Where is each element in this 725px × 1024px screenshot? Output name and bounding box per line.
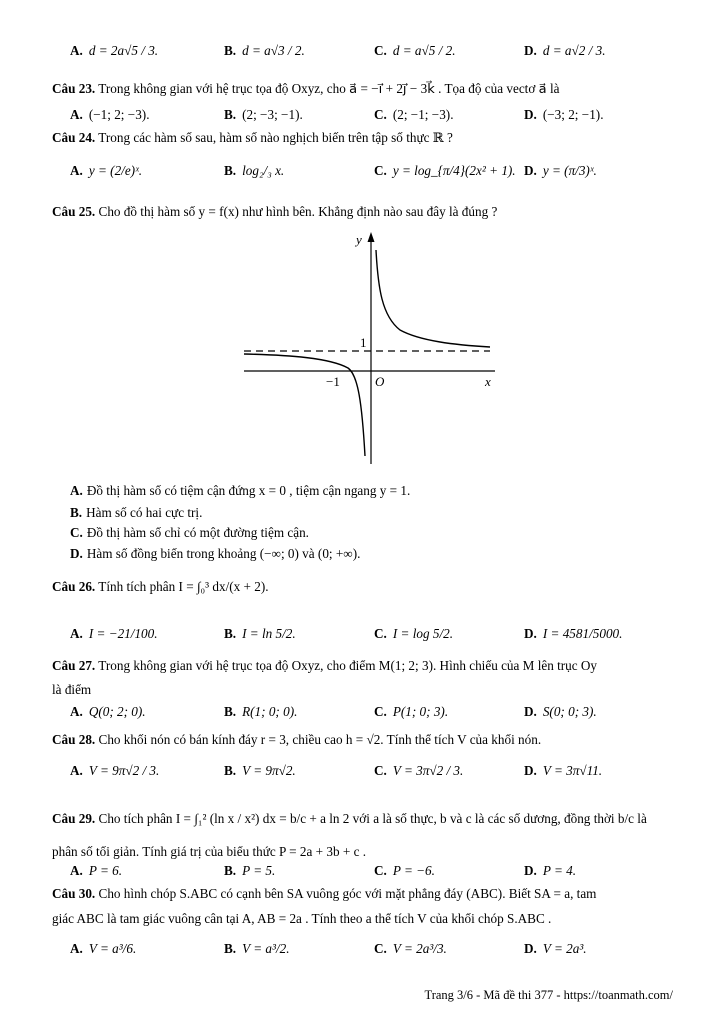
q27-label: Câu 27. [52, 658, 96, 673]
q28-option-d: D. V = 3π√11. [524, 763, 603, 778]
y-axis-label: y [356, 232, 362, 247]
q25-stem [52, 203, 685, 221]
q22-option-d: D. d = a√2 / 3. [524, 43, 606, 58]
q28-text: Cho khối nón có bán kính đáy r = 3, chiều cao h = √2. Tính thể tích V của khối nón. [98, 732, 542, 747]
q23-option-c: C. (2; −1; −3). [374, 107, 454, 122]
q28-stem [52, 731, 685, 749]
q30-option-b: B. V = a³/2. [224, 941, 290, 956]
q27-text-2: là điểm [52, 682, 92, 697]
q27-option-b: B. R(1; 0; 0). [224, 704, 298, 719]
q27-stem-cont [52, 681, 685, 699]
x-axis-label: x [485, 374, 491, 389]
q27-option-c: C. P(1; 0; 3). [374, 704, 449, 719]
q29-stem [52, 810, 685, 828]
q25-option-a: A. Đồ thị hàm số có tiệm cận đứng x = 0 , tiệm cận ngang y = 1. [70, 483, 411, 498]
q26-label: Câu 26. [52, 579, 96, 594]
q24-option-b: B. log₂/₃ x. [224, 163, 285, 178]
q22-option-a: A. d = 2a√5 / 3. [70, 43, 159, 58]
tick-label-one: 1 [360, 335, 367, 350]
q23-option-a: A. (−1; 2; −3). [70, 107, 150, 122]
q22-option-c: C. d = a√5 / 2. [374, 43, 456, 58]
q29-option-c: C. P = −6. [374, 863, 435, 878]
q23-option-b: B. (2; −3; −1). [224, 107, 303, 122]
q24-text: Trong các hàm số sau, hàm số nào nghịch biến trên tập số thực ℝ ? [98, 130, 453, 145]
q25-option-c: C. Đồ thị hàm số chỉ có một đường tiệm cận. [70, 525, 309, 540]
q24-option-c: C. y = log_{π/4}(2x² + 1). [374, 163, 516, 178]
q25-option-d: D. Hàm số đồng biến trong khoảng (−∞; 0) và (0; +∞). [70, 546, 361, 561]
q30-label: Câu 30. [52, 886, 96, 901]
q29-text-2: phân số tối giản. Tính giá trị của biểu thức P = 2a + 3b + c . [52, 844, 367, 859]
q24-label: Câu 24. [52, 130, 96, 145]
tick-label-minus-one: −1 [326, 374, 340, 389]
q30-stem-cont [52, 910, 685, 928]
q27-option-d: D. S(0; 0; 3). [524, 704, 597, 719]
q24-option-d: D. y = (π/3)ˣ. [524, 163, 597, 178]
q29-option-d: D. P = 4. [524, 863, 577, 878]
q28-options [52, 762, 685, 784]
q26-stem [52, 578, 685, 596]
origin-label: O [375, 374, 385, 389]
q29-label: Câu 29. [52, 811, 96, 826]
q22-option-b: B. d = a√3 / 2. [224, 43, 305, 58]
q30-option-c: C. V = 2a³/3. [374, 941, 447, 956]
y-axis-arrow [368, 232, 375, 242]
q23-text: Trong không gian với hệ trục tọa độ Oxyz, cho a⃗ = −i⃗ + 2j⃗ − 3k⃗ . Tọa độ của vectơ a⃗ là [98, 81, 560, 96]
q30-option-d: D. V = 2a³. [524, 941, 587, 956]
q29-option-a: A. P = 6. [70, 863, 123, 878]
curve-left-branch [244, 354, 365, 456]
curve-right-branch [376, 250, 490, 347]
q26-options [52, 625, 685, 647]
q30-option-a: A. V = a³/6. [70, 941, 137, 956]
q27-option-a: A. Q(0; 2; 0). [70, 704, 146, 719]
q27-text: Trong không gian với hệ trục tọa độ Oxyz, cho điểm M(1; 2; 3). Hình chiếu của M lên trục Oy [98, 658, 598, 673]
q29-stem-cont [52, 843, 685, 861]
q23-option-d: D. (−3; 2; −1). [524, 107, 604, 122]
q24-options [52, 162, 685, 184]
q28-option-b: B. V = 9π√2. [224, 763, 296, 778]
q25-function-graph [240, 228, 500, 472]
q28-label: Câu 28. [52, 732, 96, 747]
q27-stem [52, 657, 685, 675]
page-footer: Trang 3/6 - Mã đề thi 377 - https://toanmath.com/ [424, 988, 673, 1002]
q25-option-b: B. Hàm số có hai cực trị. [70, 505, 203, 520]
q29-option-b: B. P = 5. [224, 863, 276, 878]
q27-options [52, 703, 685, 723]
q25-text: Cho đồ thị hàm số y = f(x) như hình bên. Khẳng định nào sau đây là đúng ? [98, 204, 498, 219]
q26-option-b: B. I = ln 5/2. [224, 626, 296, 641]
q30-stem [52, 885, 685, 903]
q29-options [52, 862, 685, 882]
q26-option-c: C. I = log 5/2. [374, 626, 454, 641]
q28-option-c: C. V = 3π√2 / 3. [374, 763, 464, 778]
q24-stem [52, 129, 685, 147]
q23-label: Câu 23. [52, 81, 96, 96]
q28-option-a: A. V = 9π√2 / 3. [70, 763, 160, 778]
q23-options [52, 106, 685, 126]
q23-stem [52, 80, 685, 98]
q24-option-a: A. y = (2/e)ˣ. [70, 163, 143, 178]
q25-label: Câu 25. [52, 204, 96, 219]
q26-text: Tính tích phân I = ∫₀³ dx/(x + 2). [98, 579, 269, 594]
q26-option-a: A. I = −21/100. [70, 626, 158, 641]
q30-text: Cho hình chóp S.ABC có cạnh bên SA vuông góc với mặt phẳng đáy (ABC). Biết SA = a, tam [98, 886, 597, 901]
q30-options [52, 940, 685, 962]
q22-options [52, 42, 685, 62]
q30-text-2: giác ABC là tam giác vuông cân tại A, AB = 2a . Tính theo a thể tích V của khối chóp S.ABC . [52, 911, 552, 926]
q26-option-d: D. I = 4581/5000. [524, 626, 623, 641]
q29-text: Cho tích phân I = ∫₁² (ln x / x²) dx = b/c + a ln 2 với a là số thực, b và c là các số dương, đồng thời b/c là [98, 811, 647, 826]
